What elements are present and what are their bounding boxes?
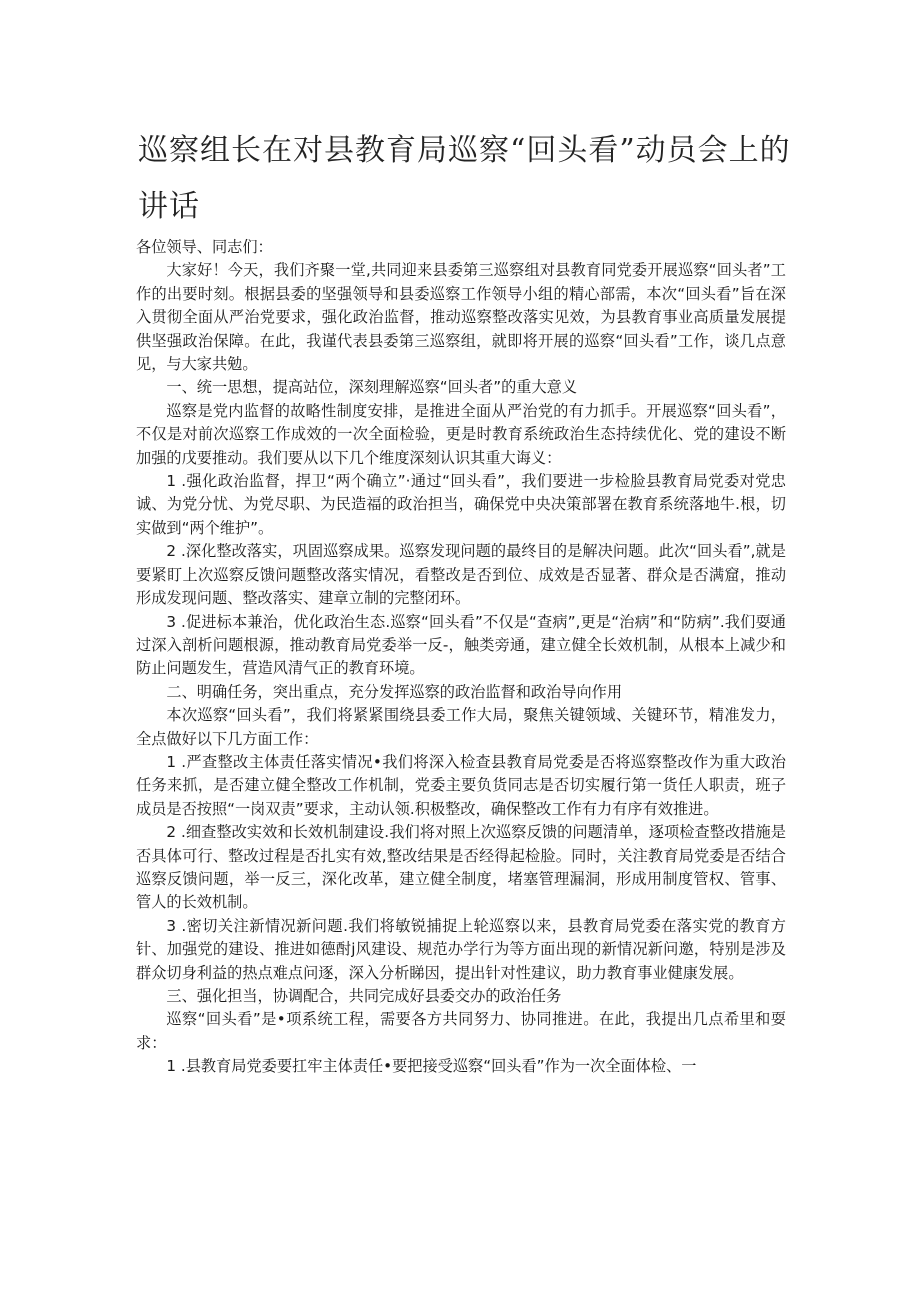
list-item: 1 .县教育局党委要扛牢主体责任•要把接受巡察“回头看”作为一次全面体检、一: [166, 1057, 697, 1076]
list-item: 3 .密切关注新情况新问题.我们将敏锐捕捉上轮巡察以来，县教育局党委在落实党的教育方针、加强党的建设、推进如德酎j风建设、规范办学行为等方面出现的新情况新问邀，特别是涉及群众切身利益的热点难点问逐，深入分析睇因，提出针对性建议，助力教育事业健康发展。: [136, 916, 786, 982]
document-title: 巡察组长在对县教育局巡察“回头看”动员会上的讲话: [138, 133, 791, 224]
paragraph: 巡察“回头看”是•项系统工程，需要各方共同努力、协同推进。在此，我提出几点希里和耍求：: [136, 1010, 786, 1052]
paragraph: 巡察是党内监督的故略性制度安排，是推进全面从严治党的有力抓手。开展巡察“回头看”，不仅是对前次巡察工作成效的一次全面检验，更是时教育系统政治生态持续优化、党的建设不断加强的戊要推动。我们要从以下几个维度深刻认识其重大诲义：: [136, 401, 786, 467]
list-item: 1 .强化政治监督，捍卫“两个确立”·通过“回头看”，我们要进一步检脸县教育局党委对党忠诚、为党分忧、为党尽职、为民造福的政治担当，确保党中央决策部署在教育系统落地牛.根，切实做到“两个维护”。: [136, 472, 786, 537]
salutation: 各位领导、同志们：: [136, 238, 273, 256]
section-heading-3: 三、强化担当，协调配合，共同完成好县委交办的政治任务: [166, 987, 562, 1005]
list-item: 1 .严查整改主体责任落实情况•我们将深入检查县教育局党委是否将巡察整改作为重大政治任务来抓，是否建立健全整改工作机制，党委主要负货同志是否切实履行第一货任人职责，班子成员是否按照“一岗双责”要求，主动认领.积极整改，确保整改工作有力有序有效推进。: [136, 752, 786, 818]
paragraph-opening: 大家好！今天，我们齐聚一堂,共同迎来县委第三巡察组对县教育同党委开展巡察“回头者”工作的出要时刻。根据县委的坚强领导和县委巡察工作领导小组的精心部需，本次“回头看”旨在深入贯彻全面从严治党要求，强化政治监督，推动巡察整改落实见效，为县教育事业高质量发展提供坚强政治保障。在此，我谨代表县委第三巡察组，就即将开展的巡察“回头看”工作，谈几点意见，与大家共勉。: [136, 261, 786, 374]
list-item: 2 .深化整改落实，巩固巡察成果。巡察发现问题的最终目的是解决问题。此次“回头看”,就是要紧盯上次巡察反馈问题整改落实情况，看整改是否到位、成效是否显著、群众是否满窟，推动形成发现问题、整改落实、建章立制的完整闭环。: [136, 542, 786, 608]
section-heading-1: 一、统一思想，提高站位，深刻理解巡察“回头者”的重大意义: [166, 378, 578, 397]
document-body: [136, 236, 786, 1079]
list-item: 2 .细查整改实效和长效机制建设.我们将对照上次巡察反馈的问题清单，逐项检查整改措施是否具体可行、整改过程是否扎实有效,整改结果是否经得起检脸。同时，关注教育局党委是否结合巡察反馈问题，举一反三，深化改革，建立健全制度，堵塞管理漏洞，形成用制度管权、管事、管人的长效机制。: [136, 823, 786, 912]
paragraph: 本次巡察“回头看”，我们将紧紧围绕县委工作大局，聚焦关键领域、关键环节，精准发力，全点做好以下几方面工作：: [136, 706, 786, 748]
section-heading-2: 二、明确任务，突出重点，充分发挥巡察的政治监督和政治导向作用: [166, 682, 623, 701]
list-item: 3 .促进标本兼治，优化政治生态.巡察“回头看”不仅是“查病”,更是“治病”和“防病”.我们耍通过深入剖析问题根源，推动教育局党委举一反-，触类旁通，建立健全长效机制，从根本上减少和防止问题发生，营造风清气正的教育环境。: [136, 612, 786, 678]
